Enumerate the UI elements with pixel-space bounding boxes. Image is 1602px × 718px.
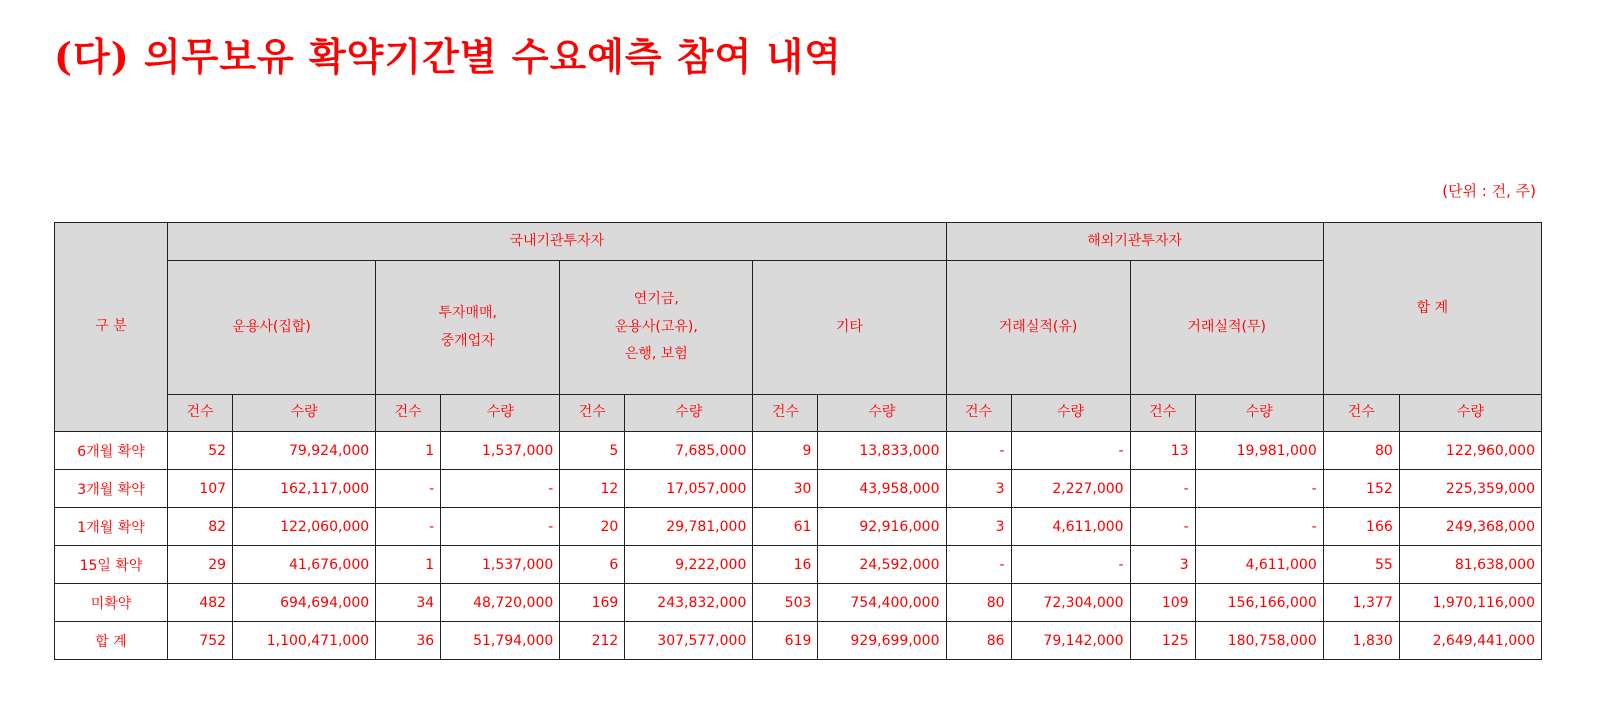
- amount-cell: 162,117,000: [233, 470, 376, 508]
- count-cell: 86: [946, 622, 1011, 660]
- header-trading-line1: 투자매매,: [438, 305, 497, 321]
- count-cell: 107: [168, 470, 233, 508]
- amount-cell: 13,833,000: [818, 432, 946, 470]
- count-cell: 619: [753, 622, 818, 660]
- amount-cell: 156,166,000: [1195, 584, 1323, 622]
- count-cell: -: [1130, 470, 1195, 508]
- count-cell: 61: [753, 508, 818, 546]
- count-cell: 20: [560, 508, 625, 546]
- header-category: 구 분: [55, 223, 168, 432]
- header-trading: [376, 261, 560, 395]
- count-cell: 52: [168, 432, 233, 470]
- count-cell: 80: [1323, 432, 1399, 470]
- row-label: 합 계: [55, 622, 168, 660]
- amount-cell: 243,832,000: [625, 584, 753, 622]
- count-cell: 212: [560, 622, 625, 660]
- count-cell: 1: [376, 546, 441, 584]
- amount-cell: 81,638,000: [1399, 546, 1541, 584]
- header-foreign: 해외기관투자자: [946, 223, 1323, 261]
- amount-cell: 9,222,000: [625, 546, 753, 584]
- count-cell: -: [376, 470, 441, 508]
- amount-cell: 48,720,000: [441, 584, 560, 622]
- amount-cell: 694,694,000: [233, 584, 376, 622]
- table-row: [55, 622, 1542, 660]
- count-cell: -: [946, 546, 1011, 584]
- count-cell: 5: [560, 432, 625, 470]
- row-label: 3개월 확약: [55, 470, 168, 508]
- amount-cell: 122,060,000: [233, 508, 376, 546]
- row-label: 15일 확약: [55, 546, 168, 584]
- amount-cell: 929,699,000: [818, 622, 946, 660]
- amount-cell: 79,142,000: [1011, 622, 1130, 660]
- count-cell: 13: [1130, 432, 1195, 470]
- amount-cell: 225,359,000: [1399, 470, 1541, 508]
- subheader-amount: 수량: [1195, 395, 1323, 432]
- count-cell: 3: [946, 508, 1011, 546]
- count-cell: -: [946, 432, 1011, 470]
- header-other: 기타: [753, 261, 946, 395]
- amount-cell: 180,758,000: [1195, 622, 1323, 660]
- amount-cell: -: [1195, 508, 1323, 546]
- header-trading-line2: 중개업자: [440, 332, 495, 349]
- row-label: 6개월 확약: [55, 432, 168, 470]
- count-cell: 9: [753, 432, 818, 470]
- amount-cell: 41,676,000: [233, 546, 376, 584]
- amount-cell: -: [1011, 432, 1130, 470]
- count-cell: 80: [946, 584, 1011, 622]
- amount-cell: 122,960,000: [1399, 432, 1541, 470]
- count-cell: 55: [1323, 546, 1399, 584]
- amount-cell: 24,592,000: [818, 546, 946, 584]
- table-row: [55, 584, 1542, 622]
- count-cell: 109: [1130, 584, 1195, 622]
- amount-cell: -: [441, 470, 560, 508]
- count-cell: 1,830: [1323, 622, 1399, 660]
- amount-cell: -: [441, 508, 560, 546]
- subheader-count: 건수: [168, 395, 233, 432]
- table-row: [55, 546, 1542, 584]
- page-title: (다) 의무보유 확약기간별 수요예측 참여 내역: [54, 34, 842, 79]
- count-cell: 125: [1130, 622, 1195, 660]
- count-cell: 12: [560, 470, 625, 508]
- amount-cell: 92,916,000: [818, 508, 946, 546]
- amount-cell: 7,685,000: [625, 432, 753, 470]
- subheader-amount: 수량: [625, 395, 753, 432]
- amount-cell: 2,649,441,000: [1399, 622, 1541, 660]
- header-pension: [560, 261, 753, 395]
- header-track-no: 거래실적(무): [1130, 261, 1323, 395]
- count-cell: 34: [376, 584, 441, 622]
- count-cell: 3: [1130, 546, 1195, 584]
- amount-cell: 4,611,000: [1011, 508, 1130, 546]
- amount-cell: 1,537,000: [441, 432, 560, 470]
- amount-cell: 307,577,000: [625, 622, 753, 660]
- count-cell: 1,377: [1323, 584, 1399, 622]
- amount-cell: 19,981,000: [1195, 432, 1323, 470]
- unit-note: (단위 : 건, 주): [1442, 182, 1536, 200]
- subheader-amount: 수량: [818, 395, 946, 432]
- count-cell: 16: [753, 546, 818, 584]
- count-cell: 169: [560, 584, 625, 622]
- header-total: 합 계: [1323, 223, 1541, 395]
- count-cell: 82: [168, 508, 233, 546]
- count-cell: -: [376, 508, 441, 546]
- subheader-amount: 수량: [233, 395, 376, 432]
- subheader-count: 건수: [1323, 395, 1399, 432]
- amount-cell: 1,100,471,000: [233, 622, 376, 660]
- count-cell: 482: [168, 584, 233, 622]
- header-domestic: 국내기관투자자: [168, 223, 946, 261]
- amount-cell: 2,227,000: [1011, 470, 1130, 508]
- header-pension-line1: 연기금,: [633, 291, 679, 308]
- count-cell: 752: [168, 622, 233, 660]
- count-cell: 503: [753, 584, 818, 622]
- header-track-yes: 거래실적(유): [946, 261, 1130, 395]
- count-cell: 6: [560, 546, 625, 584]
- amount-cell: 51,794,000: [441, 622, 560, 660]
- count-cell: 1: [376, 432, 441, 470]
- count-cell: 29: [168, 546, 233, 584]
- header-pension-line3: 은행, 보험: [624, 346, 688, 363]
- subheader-count: 건수: [753, 395, 818, 432]
- row-label: 1개월 확약: [55, 508, 168, 546]
- amount-cell: 43,958,000: [818, 470, 946, 508]
- subheader-count: 건수: [1130, 395, 1195, 432]
- participation-table: [54, 222, 1542, 660]
- amount-cell: 29,781,000: [625, 508, 753, 546]
- amount-cell: 1,970,116,000: [1399, 584, 1541, 622]
- amount-cell: 79,924,000: [233, 432, 376, 470]
- count-cell: 3: [946, 470, 1011, 508]
- subheader-amount: 수량: [1011, 395, 1130, 432]
- table-row: [55, 508, 1542, 546]
- count-cell: 36: [376, 622, 441, 660]
- subheader-amount: 수량: [1399, 395, 1541, 432]
- subheader-count: 건수: [376, 395, 441, 432]
- row-label: 미확약: [55, 584, 168, 622]
- subheader-amount: 수량: [441, 395, 560, 432]
- amount-cell: 249,368,000: [1399, 508, 1541, 546]
- amount-cell: 1,537,000: [441, 546, 560, 584]
- amount-cell: 17,057,000: [625, 470, 753, 508]
- header-asset-collective: 운용사(집합): [168, 261, 376, 395]
- subheader-count: 건수: [560, 395, 625, 432]
- count-cell: 30: [753, 470, 818, 508]
- table-row: [55, 470, 1542, 508]
- count-cell: -: [1130, 508, 1195, 546]
- header-pension-line2: 운용사(고유),: [614, 318, 698, 335]
- amount-cell: -: [1011, 546, 1130, 584]
- amount-cell: 754,400,000: [818, 584, 946, 622]
- subheader-count: 건수: [946, 395, 1011, 432]
- count-cell: 166: [1323, 508, 1399, 546]
- amount-cell: 72,304,000: [1011, 584, 1130, 622]
- amount-cell: 4,611,000: [1195, 546, 1323, 584]
- amount-cell: -: [1195, 470, 1323, 508]
- count-cell: 152: [1323, 470, 1399, 508]
- table-row: [55, 432, 1542, 470]
